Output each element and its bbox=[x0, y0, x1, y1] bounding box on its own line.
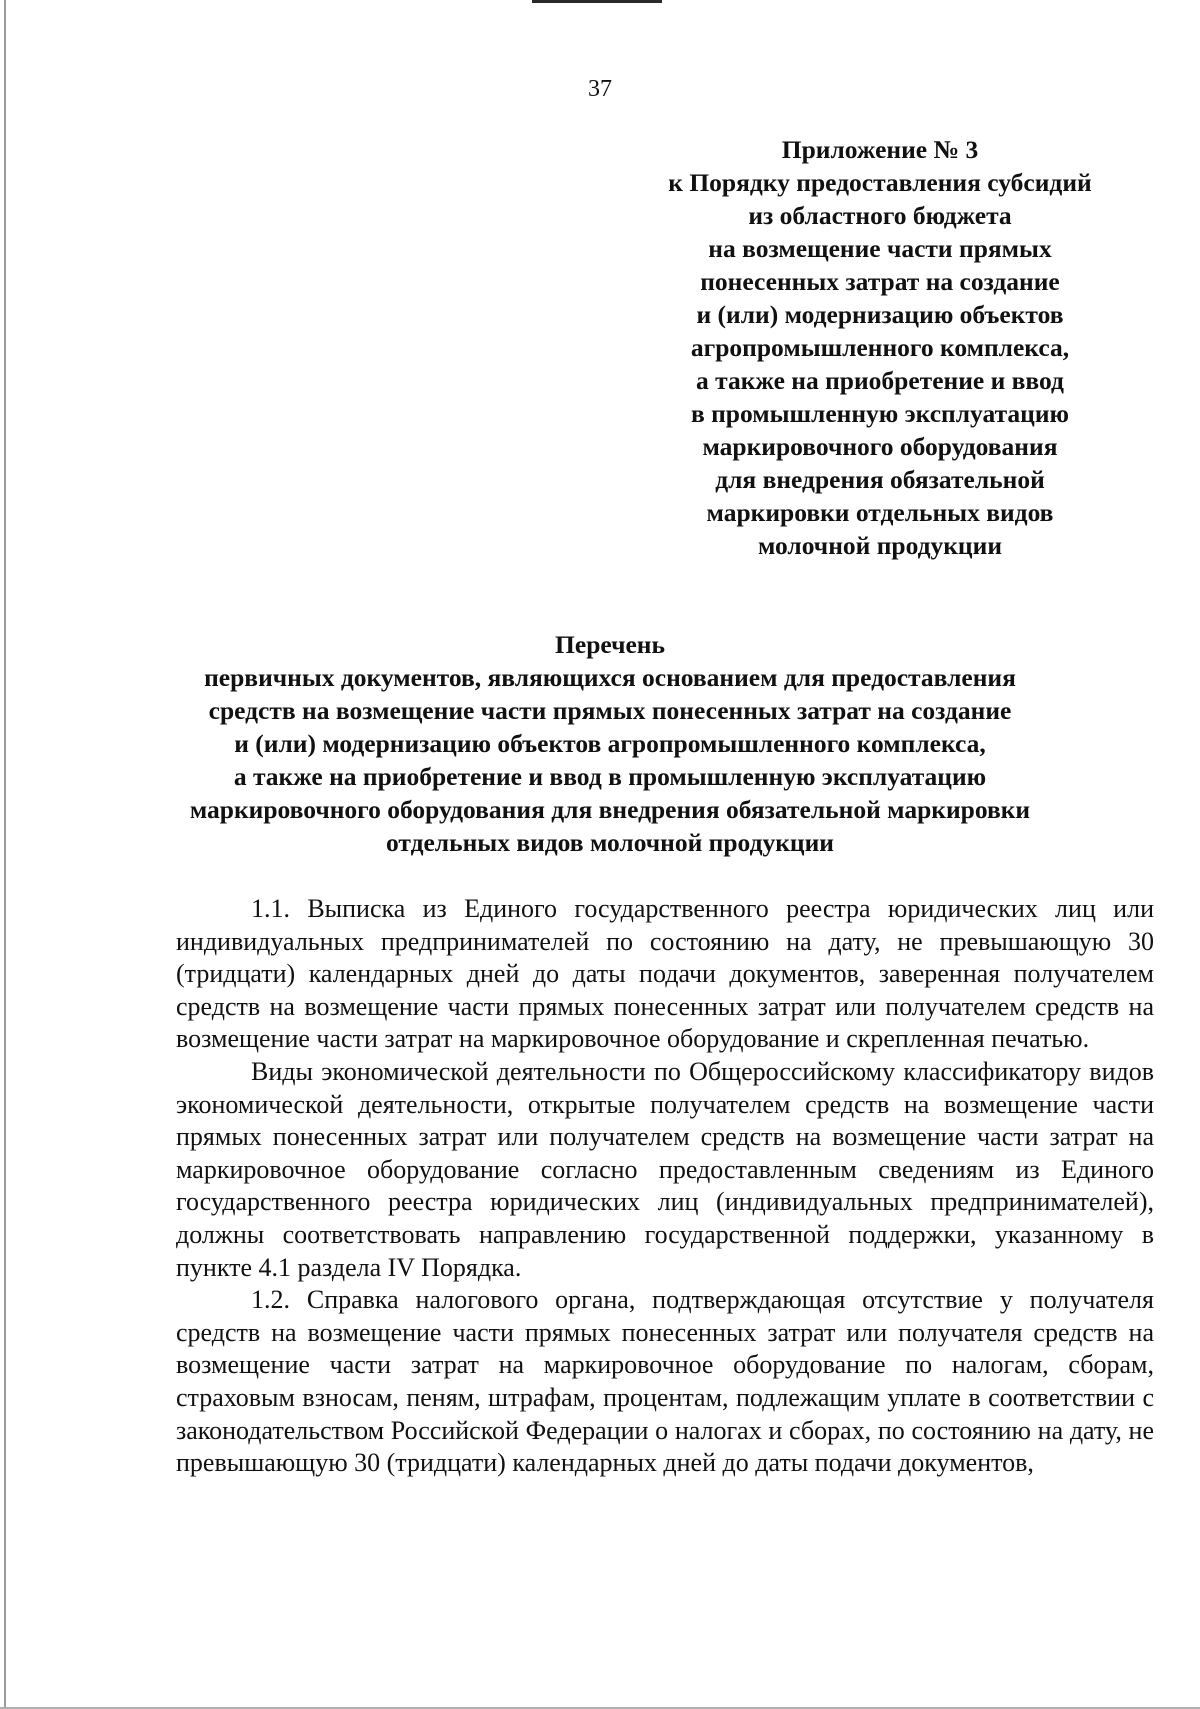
appendix-line: агропромышленного комплекса, bbox=[690, 333, 1070, 362]
appendix-line: маркировки отдельных видов bbox=[706, 498, 1054, 527]
appendix-line: из областного бюджета bbox=[748, 201, 1012, 230]
appendix-line: понесенных затрат на создание bbox=[700, 267, 1060, 296]
appendix-line: для внедрения обязательной bbox=[715, 465, 1045, 494]
body-paragraph: Виды экономической деятельности по Общероссийскому классификатору видов экономической деятельности, открытые получателем средств на возмещение части прямых понесенных затрат или получателем средств на возмещение части затрат на маркировочное оборудование согласно предоставленным сведениям из Единого государственного реестра юридических лиц (индивидуальных предпринимателей), должны соответствовать направлению государственной поддержки, указанному в пункте 4.1 раздела IV Порядка. bbox=[176, 1056, 1154, 1282]
scan-artifact-left-edge bbox=[4, 0, 6, 1709]
document-title bbox=[140, 628, 1080, 859]
scan-artifact-top bbox=[532, 0, 662, 3]
title-line: отдельных видов молочной продукции bbox=[385, 828, 834, 857]
appendix-line: а также на приобретение и ввод bbox=[696, 366, 1064, 395]
title-heading: Перечень bbox=[555, 630, 665, 659]
title-line: и (или) модернизацию объектов агропромышленного комплекса, bbox=[234, 729, 986, 758]
appendix-header bbox=[640, 133, 1120, 562]
body-paragraph: 1.1. Выписка из Единого государственного реестра юридических лиц или индивидуальных предпринимателей по состоянию на дату, не превышающую 30 (тридцати) календарных дней до даты подачи документов, заверенная получателем средств на возмещение части прямых понесенных затрат или получателем средств на возмещение части затрат на маркировочное оборудование и скрепленная печатью. bbox=[176, 894, 1154, 1054]
appendix-line: маркировочного оборудования bbox=[702, 432, 1058, 461]
appendix-line: Приложение № 3 bbox=[781, 135, 979, 164]
appendix-line: на возмещение части прямых bbox=[708, 234, 1052, 263]
appendix-line: к Порядку предоставления субсидий bbox=[668, 168, 1092, 197]
body-paragraph: 1.2. Справка налогового органа, подтверждающая отсутствие у получателя средств на возмещение части прямых понесенных затрат или получателя средств на возмещение части затрат на маркировочное оборудование по налогам, сборам, страховым взносам, пеням, штрафам, процентам, подлежащим уплате в соответствии с законодательством Российской Федерации о налогах и сборах, по состоянию на дату, не превышающую 30 (тридцати) календарных дней до даты подачи документов, bbox=[176, 1285, 1154, 1478]
appendix-line: и (или) модернизацию объектов bbox=[696, 300, 1064, 329]
title-line: первичных документов, являющихся основанием для предоставления bbox=[204, 663, 1016, 692]
title-line: маркировочного оборудования для внедрения обязательной маркировки bbox=[189, 795, 1031, 824]
page-number: 37 bbox=[588, 76, 612, 102]
appendix-line: в промышленную эксплуатацию bbox=[690, 399, 1070, 428]
document-body bbox=[176, 893, 1154, 1480]
appendix-line: молочной продукции bbox=[757, 531, 1003, 560]
title-line: средств на возмещение части прямых понесенных затрат на создание bbox=[208, 696, 1012, 725]
title-line: а также на приобретение и ввод в промышленную эксплуатацию bbox=[233, 762, 987, 791]
